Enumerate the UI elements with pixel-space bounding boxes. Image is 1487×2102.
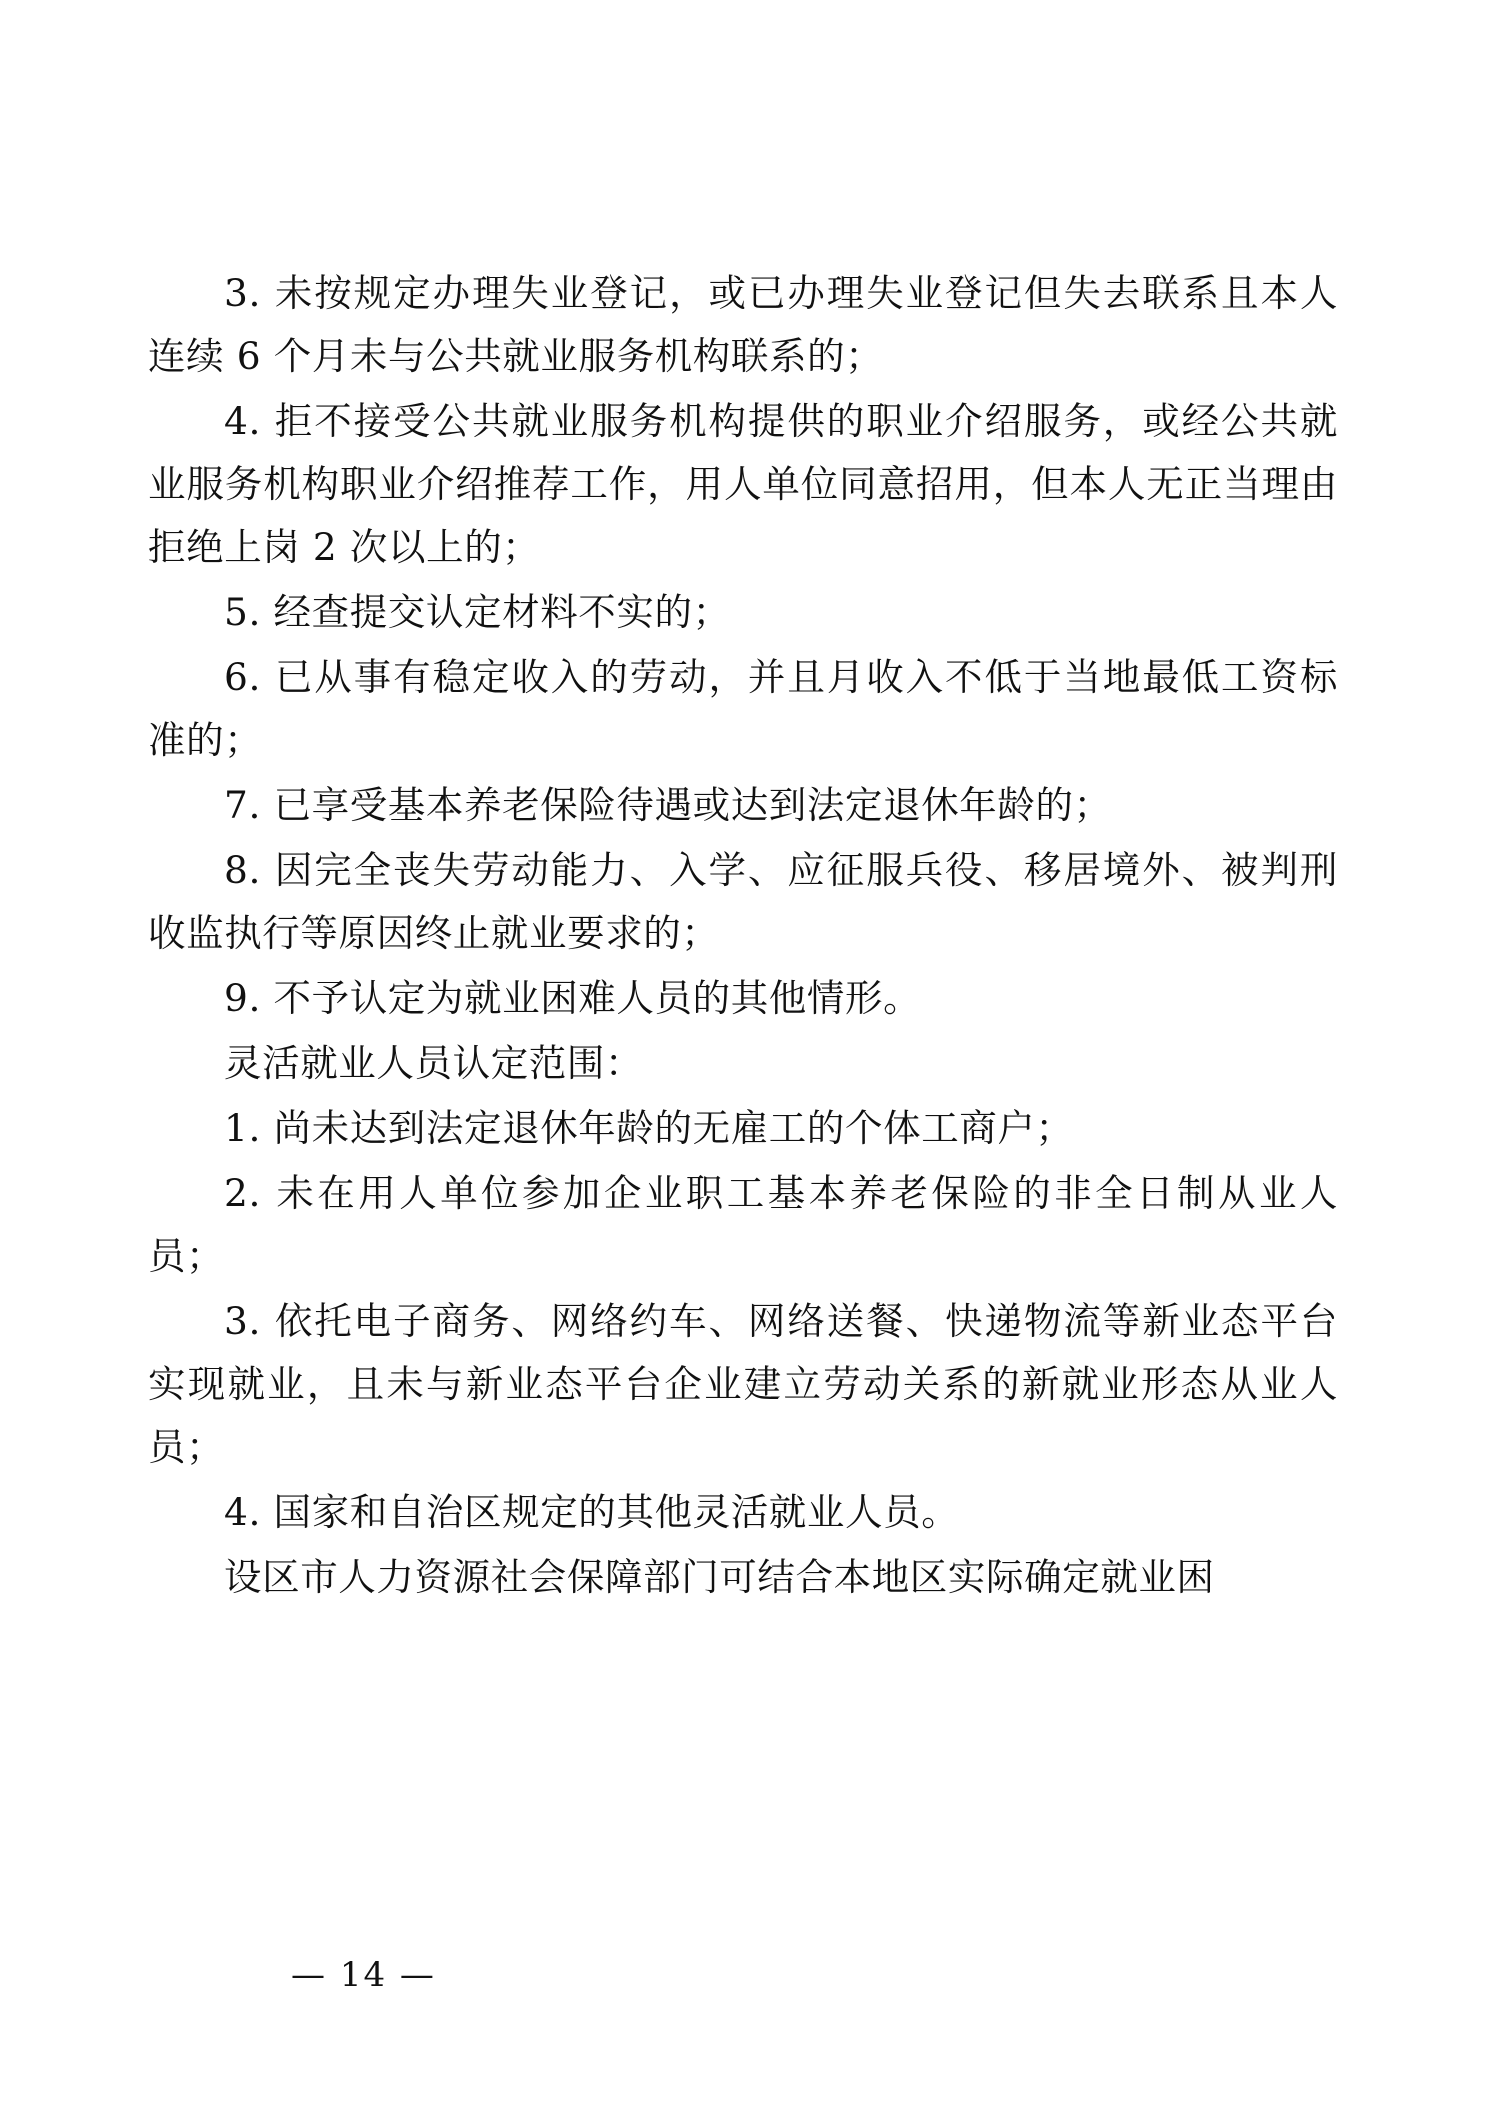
document-body	[148, 262, 1338, 1611]
section-heading: 灵活就业人员认定范围：	[224, 1041, 644, 1085]
paragraph: 设区市人力资源社会保障部门可结合本地区实际确定就业困	[224, 1555, 1215, 1599]
paragraph: 6. 已从事有稳定收入的劳动，并且月收入不低于当地最低工资标准的；	[148, 655, 1338, 762]
paragraph: 2. 未在用人单位参加企业职工基本养老保险的非全日制从业人员；	[148, 1171, 1338, 1278]
paragraph: 7. 已享受基本养老保险待遇或达到法定退休年龄的；	[224, 783, 1112, 827]
paragraph: 3. 依托电子商务、网络约车、网络送餐、快递物流等新业态平台实现就业，且未与新业态平台企业建立劳动关系的新就业形态从业人员；	[148, 1299, 1338, 1469]
page-number: — 14 —	[291, 1955, 436, 1995]
paragraph: 4. 拒不接受公共就业服务机构提供的职业介绍服务，或经公共就业服务机构职业介绍推荐工作，用人单位同意招用，但本人无正当理由拒绝上岗 2 次以上的；	[148, 399, 1338, 569]
paragraph: 9. 不予认定为就业困难人员的其他情形。	[224, 976, 922, 1020]
paragraph: 8. 因完全丧失劳动能力、入学、应征服兵役、移居境外、被判刑收监执行等原因终止就业要求的；	[148, 848, 1338, 955]
paragraph: 5. 经查提交认定材料不实的；	[224, 590, 731, 634]
paragraph: 1. 尚未达到法定退休年龄的无雇工的个体工商户；	[224, 1106, 1074, 1150]
page-footer	[0, 1955, 1487, 1995]
paragraph: 3. 未按规定办理失业登记，或已办理失业登记但失去联系且本人连续 6 个月未与公共就业服务机构联系的；	[148, 271, 1338, 378]
paragraph: 4. 国家和自治区规定的其他灵活就业人员。	[224, 1490, 960, 1534]
